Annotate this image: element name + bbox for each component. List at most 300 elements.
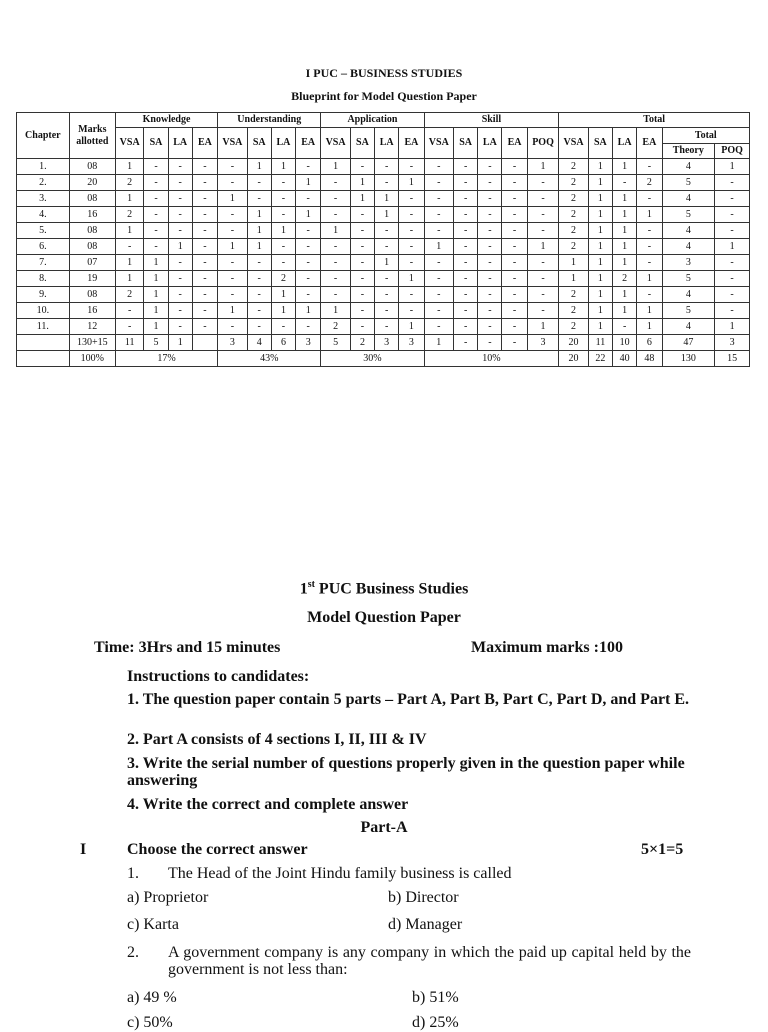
table-cell: 1: [588, 287, 612, 303]
table-cell: 4: [247, 335, 271, 351]
table-cell: -: [715, 207, 750, 223]
table-cell: -: [478, 159, 502, 175]
table-cell: 07: [69, 255, 115, 271]
table-cell: 1: [613, 255, 637, 271]
table-cell: -: [502, 303, 527, 319]
table-cell: -: [192, 255, 217, 271]
blueprint-body: [17, 159, 750, 351]
question-number: 1.: [127, 865, 139, 882]
table-cell: -: [144, 175, 168, 191]
table-cell: 2: [115, 207, 143, 223]
col-marks: [69, 113, 115, 159]
table-cell: 4: [662, 159, 715, 175]
group-total: Total: [559, 113, 750, 128]
table-cell: 5.: [17, 223, 70, 239]
table-cell: 2: [271, 271, 295, 287]
table-cell: -: [296, 191, 321, 207]
sub-vsa: VSA: [321, 128, 350, 159]
table-cell: -: [399, 159, 424, 175]
table-cell: -: [527, 207, 559, 223]
table-cell: -: [192, 159, 217, 175]
table-cell: -: [296, 287, 321, 303]
table-cell: 1: [559, 255, 588, 271]
table-cell: 1: [296, 303, 321, 319]
table-cell: -: [218, 223, 247, 239]
table-cell: -: [715, 191, 750, 207]
table-cell: 4.: [17, 207, 70, 223]
table-cell: -: [478, 207, 502, 223]
table-cell: 2: [559, 207, 588, 223]
table-cell: 7.: [17, 255, 70, 271]
blueprint-subtitle: Blueprint for Model Question Paper: [291, 89, 477, 103]
table-cell: 1: [144, 303, 168, 319]
sub-vsa: VSA: [424, 128, 453, 159]
table-cell: 1: [613, 239, 637, 255]
sub-vsa: VSA: [218, 128, 247, 159]
table-cell: -: [478, 255, 502, 271]
instruction-3: 3. Write the serial number of questions properly given in the question paper while answering: [127, 755, 685, 789]
table-cell: 1: [715, 319, 750, 335]
table-row: [17, 239, 750, 255]
section-marks: 5×1=5: [641, 841, 684, 858]
table-cell: -: [296, 239, 321, 255]
table-cell: -: [424, 223, 453, 239]
sub-ea: EA: [399, 128, 424, 159]
table-cell: -: [321, 239, 350, 255]
table-cell: -: [192, 287, 217, 303]
instructions-heading: Instructions to candidates:: [127, 668, 310, 685]
table-cell: -: [218, 207, 247, 223]
table-cell: 4: [662, 223, 715, 239]
table-cell: 1: [613, 303, 637, 319]
table-cell: 3: [662, 255, 715, 271]
table-cell: -: [247, 191, 271, 207]
table-cell: -: [192, 239, 217, 255]
table-cell: -: [527, 255, 559, 271]
table-cell: 1: [115, 223, 143, 239]
table-cell: -: [271, 239, 295, 255]
col-chapter: Chapter: [17, 113, 70, 159]
table-cell: 1: [588, 175, 612, 191]
table-cell: 1: [115, 191, 143, 207]
table-cell: -: [115, 303, 143, 319]
table-cell: 1: [637, 207, 662, 223]
section-number: I: [80, 841, 87, 858]
table-cell: -: [115, 239, 143, 255]
table-cell: -: [144, 159, 168, 175]
table-cell: 5: [662, 207, 715, 223]
blueprint-table: [16, 112, 750, 367]
table-cell: -: [502, 255, 527, 271]
table-cell: -: [168, 191, 192, 207]
sub-sa: SA: [588, 128, 612, 159]
table-cell: 1: [321, 223, 350, 239]
table-cell: -: [502, 239, 527, 255]
table-cell: 1: [637, 303, 662, 319]
option-d: d) 25%: [412, 1014, 459, 1031]
table-cell: 1: [588, 191, 612, 207]
table-cell: -: [218, 319, 247, 335]
table-cell: -: [637, 159, 662, 175]
table-cell: 4: [662, 287, 715, 303]
table-cell: 1: [613, 159, 637, 175]
table-cell: -: [375, 223, 399, 239]
pct-total-vsa: 20: [559, 351, 588, 367]
option-a: a) Proprietor: [127, 889, 209, 906]
option-c: c) 50%: [127, 1014, 173, 1031]
table-cell: -: [350, 303, 374, 319]
option-b: b) Director: [388, 889, 459, 906]
table-cell: -: [424, 159, 453, 175]
table-cell: -: [478, 319, 502, 335]
pct-total-la: 40: [613, 351, 637, 367]
instruction-2: 2. Part A consists of 4 sections I, II, III & IV: [127, 731, 427, 748]
table-cell: 1: [613, 207, 637, 223]
question-text: The Head of the Joint Hindu family business is called: [168, 865, 512, 882]
option-c: c) Karta: [127, 916, 179, 933]
table-cell: -: [637, 255, 662, 271]
table-cell: -: [321, 271, 350, 287]
table-cell: -: [375, 271, 399, 287]
group-skill: Skill: [424, 113, 559, 128]
table-cell: 2: [350, 335, 374, 351]
table-cell: 6: [271, 335, 295, 351]
paper-title: [0, 579, 768, 598]
blueprint-title: I PUC – BUSINESS STUDIES: [305, 66, 463, 80]
table-cell: -: [454, 191, 478, 207]
table-cell: -: [192, 191, 217, 207]
sub-theory: Theory: [662, 144, 715, 159]
table-cell: -: [321, 255, 350, 271]
table-cell: -: [350, 159, 374, 175]
table-cell: 1: [218, 239, 247, 255]
table-cell: -: [218, 175, 247, 191]
table-cell: 2: [559, 159, 588, 175]
table-cell: -: [454, 335, 478, 351]
table-cell: -: [399, 287, 424, 303]
table-cell: -: [375, 159, 399, 175]
sub-la: LA: [271, 128, 295, 159]
table-cell: -: [168, 223, 192, 239]
table-cell: -: [247, 271, 271, 287]
table-cell: -: [350, 255, 374, 271]
sub-vsa: VSA: [559, 128, 588, 159]
table-cell: -: [321, 175, 350, 191]
table-cell: -: [296, 319, 321, 335]
table-cell: 1: [399, 175, 424, 191]
table-cell: -: [296, 159, 321, 175]
table-cell: 2: [637, 175, 662, 191]
table-cell: -: [715, 175, 750, 191]
table-cell: 1: [613, 287, 637, 303]
table-cell: 1: [247, 239, 271, 255]
table-row: [17, 319, 750, 335]
pct-total-ea: 48: [637, 351, 662, 367]
group-understanding: Understanding: [218, 113, 321, 128]
question-text: A government company is any company in which the paid up capital held by the government is not less than:: [168, 944, 691, 978]
table-cell: 5: [144, 335, 168, 351]
table-cell: 1: [247, 223, 271, 239]
table-cell: -: [424, 207, 453, 223]
table-cell: 2: [559, 239, 588, 255]
table-cell: 6: [637, 335, 662, 351]
table-cell: -: [527, 287, 559, 303]
instruction-4: 4. Write the correct and complete answer: [127, 796, 409, 813]
table-cell: 2: [559, 175, 588, 191]
table-cell: 1: [399, 271, 424, 287]
table-cell: -: [478, 287, 502, 303]
pct-total-sa: 22: [588, 351, 612, 367]
table-cell: 8.: [17, 271, 70, 287]
table-cell: -: [271, 175, 295, 191]
table-cell: -: [192, 207, 217, 223]
table-cell: -: [478, 271, 502, 287]
table-cell: -: [478, 239, 502, 255]
table-cell: -: [454, 287, 478, 303]
table-cell: 1: [613, 191, 637, 207]
table-cell: -: [192, 175, 217, 191]
table-row: [17, 207, 750, 223]
table-row: [17, 191, 750, 207]
table-cell: -: [478, 303, 502, 319]
table-cell: -: [399, 255, 424, 271]
paper-title-num: 1: [299, 580, 308, 598]
table-cell: 1: [144, 271, 168, 287]
table-cell: 3.: [17, 191, 70, 207]
sub-sa: SA: [247, 128, 271, 159]
table-cell: 1: [321, 159, 350, 175]
table-cell: -: [454, 271, 478, 287]
section-title: Choose the correct answer: [127, 841, 308, 858]
table-cell: -: [218, 271, 247, 287]
table-cell: 1.: [17, 159, 70, 175]
table-cell: 1: [144, 255, 168, 271]
table-cell: 1: [527, 159, 559, 175]
table-cell: 11: [115, 335, 143, 351]
table-cell: 20: [69, 175, 115, 191]
pct-knowledge: 17%: [115, 351, 217, 367]
table-cell: -: [375, 303, 399, 319]
table-cell: 1: [715, 159, 750, 175]
table-cell: 08: [69, 287, 115, 303]
table-cell: -: [454, 319, 478, 335]
table-cell: -: [375, 287, 399, 303]
table-cell: -: [168, 255, 192, 271]
maximum-marks: Maximum marks :100: [471, 639, 623, 656]
sub-ea: EA: [296, 128, 321, 159]
sub-total: Total: [662, 128, 750, 144]
paper-subtitle: Model Question Paper: [307, 609, 461, 626]
table-cell: -: [350, 207, 374, 223]
table-cell: 1: [588, 207, 612, 223]
table-cell: -: [715, 223, 750, 239]
table-cell: -: [502, 319, 527, 335]
table-cell: 1: [144, 287, 168, 303]
table-cell: -: [296, 271, 321, 287]
table-cell: -: [454, 207, 478, 223]
table-cell: -: [527, 191, 559, 207]
table-cell: 20: [559, 335, 588, 351]
table-cell: 1: [588, 303, 612, 319]
table-cell: 47: [662, 335, 715, 351]
table-cell: 2: [115, 287, 143, 303]
table-cell: -: [527, 223, 559, 239]
table-cell: -: [715, 255, 750, 271]
table-cell: 1: [271, 303, 295, 319]
table-cell: -: [502, 159, 527, 175]
table-cell: 16: [69, 207, 115, 223]
table-cell: -: [637, 287, 662, 303]
table-cell: 1: [375, 255, 399, 271]
table-cell: 08: [69, 223, 115, 239]
table-cell: 1: [715, 239, 750, 255]
table-cell: 4: [662, 319, 715, 335]
table-cell: -: [321, 287, 350, 303]
table-cell: 08: [69, 239, 115, 255]
table-cell: -: [192, 319, 217, 335]
table-cell: -: [168, 271, 192, 287]
table-cell: 1: [321, 303, 350, 319]
table-cell: 1: [399, 319, 424, 335]
table-cell: -: [247, 319, 271, 335]
sub-la: LA: [168, 128, 192, 159]
table-cell: 1: [218, 191, 247, 207]
table-cell: -: [424, 175, 453, 191]
table-cell: 1: [588, 239, 612, 255]
sub-poq-total: POQ: [715, 144, 750, 159]
table-cell: 1: [527, 239, 559, 255]
table-cell: -: [502, 175, 527, 191]
table-cell: [192, 335, 217, 351]
table-cell: 1: [144, 319, 168, 335]
table-row: [17, 287, 750, 303]
sub-poq: POQ: [527, 128, 559, 159]
table-cell: 10: [613, 335, 637, 351]
table-cell: -: [478, 175, 502, 191]
table-cell: 3: [218, 335, 247, 351]
percentage-row: [17, 351, 750, 367]
table-cell: -: [168, 319, 192, 335]
table-cell: -: [247, 175, 271, 191]
sub-la: LA: [478, 128, 502, 159]
table-cell: 1: [588, 255, 612, 271]
table-cell: 1: [375, 207, 399, 223]
table-cell: -: [502, 191, 527, 207]
pct-marks: 100%: [69, 351, 115, 367]
table-cell: 1: [637, 319, 662, 335]
table-cell: 5: [662, 271, 715, 287]
sub-la: LA: [375, 128, 399, 159]
table-row: [17, 255, 750, 271]
sub-la: LA: [613, 128, 637, 159]
table-cell: 6.: [17, 239, 70, 255]
table-cell: -: [399, 223, 424, 239]
table-cell: -: [502, 287, 527, 303]
table-cell: 1: [559, 271, 588, 287]
table-cell: 2: [559, 319, 588, 335]
col-marks-line2: allotted: [76, 135, 109, 147]
table-cell: 4: [662, 239, 715, 255]
table-cell: -: [527, 271, 559, 287]
table-cell: 2: [115, 175, 143, 191]
table-row: [17, 271, 750, 287]
table-cell: 5: [662, 303, 715, 319]
table-cell: 2: [559, 287, 588, 303]
table-cell: 2: [613, 271, 637, 287]
sub-ea: EA: [192, 128, 217, 159]
table-cell: -: [144, 223, 168, 239]
table-cell: 1: [247, 159, 271, 175]
table-cell: -: [168, 159, 192, 175]
table-cell: -: [144, 239, 168, 255]
table-cell: -: [350, 271, 374, 287]
table-cell: 3: [296, 335, 321, 351]
part-heading: Part-A: [360, 819, 408, 836]
sub-ea: EA: [637, 128, 662, 159]
table-cell: 3: [715, 335, 750, 351]
table-cell: -: [399, 207, 424, 223]
table-cell: -: [424, 287, 453, 303]
table-cell: -: [399, 191, 424, 207]
sub-sa: SA: [144, 128, 168, 159]
table-cell: -: [375, 175, 399, 191]
table-cell: -: [115, 319, 143, 335]
table-cell: 1: [637, 271, 662, 287]
table-cell: -: [144, 207, 168, 223]
table-cell: -: [454, 159, 478, 175]
option-b: b) 51%: [412, 989, 459, 1006]
table-cell: -: [502, 271, 527, 287]
table-cell: -: [321, 207, 350, 223]
table-cell: 11.: [17, 319, 70, 335]
table-row: [17, 223, 750, 239]
pct-skill: 10%: [424, 351, 559, 367]
table-cell: 1: [613, 223, 637, 239]
table-cell: -: [715, 271, 750, 287]
table-cell: 1: [588, 271, 612, 287]
table-cell: 1: [271, 159, 295, 175]
table-cell: -: [168, 207, 192, 223]
paper-title-sup: st: [307, 579, 315, 590]
table-cell: 1: [271, 223, 295, 239]
table-cell: -: [144, 191, 168, 207]
table-cell: -: [502, 223, 527, 239]
table-cell: 3: [399, 335, 424, 351]
table-cell: -: [350, 287, 374, 303]
table-cell: -: [715, 287, 750, 303]
table-cell: 1: [424, 335, 453, 351]
sub-vsa: VSA: [115, 128, 143, 159]
table-cell: 1: [375, 191, 399, 207]
table-cell: -: [454, 303, 478, 319]
col-marks-line1: Marks: [78, 123, 107, 135]
table-cell: -: [168, 175, 192, 191]
table-cell: -: [247, 303, 271, 319]
table-cell: 12: [69, 319, 115, 335]
sub-sa: SA: [350, 128, 374, 159]
table-row: [17, 159, 750, 175]
table-cell: 2.: [17, 175, 70, 191]
table-row: [17, 175, 750, 191]
table-cell: 2: [321, 319, 350, 335]
table-cell: -: [502, 335, 527, 351]
table-cell: 2: [559, 303, 588, 319]
table-cell: -: [424, 191, 453, 207]
table-cell: -: [637, 191, 662, 207]
table-cell: 1: [588, 319, 612, 335]
table-cell: 1: [296, 207, 321, 223]
table-cell: -: [271, 255, 295, 271]
